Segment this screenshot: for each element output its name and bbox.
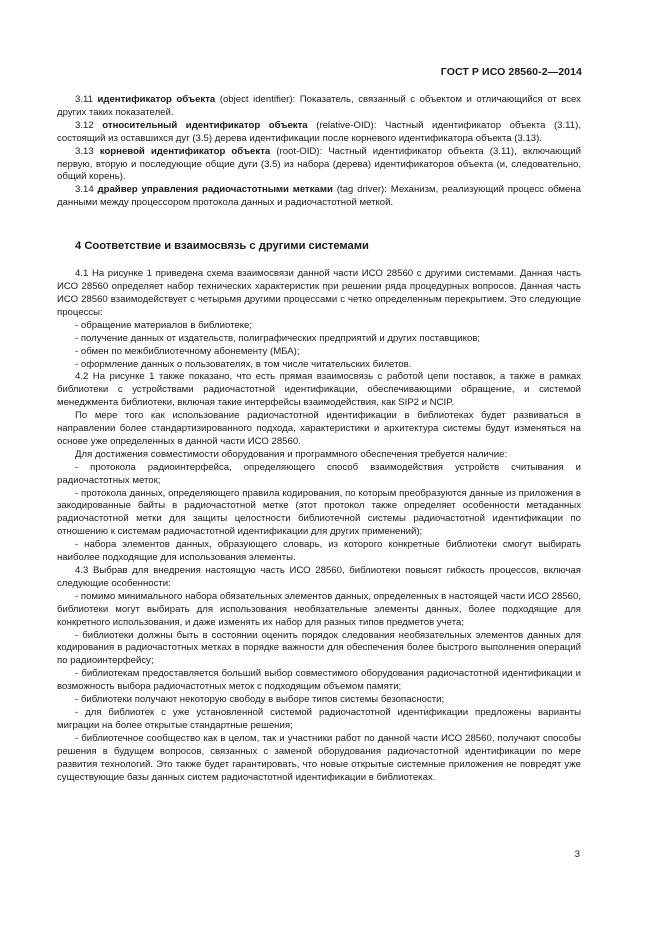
- list-item: - оформление данных о пользователях, в том числе читательских билетов.: [75, 358, 412, 370]
- definition-item: [57, 94, 581, 120]
- definition-item: [57, 120, 581, 146]
- list-item: - получение данных от издательств, полиграфических предприятий и других поставщиков;: [75, 332, 481, 344]
- definition-term: корневой идентификатор объекта: [99, 145, 271, 157]
- definition-number: 3.11: [75, 94, 93, 105]
- definition-number: 3.14: [75, 184, 94, 196]
- list-item: - библиотекам предоставляется больший выбор совместимого оборудования радиочастотной идентификации и возможность выбора радиочастотных меток с подходящим объемом памяти;: [57, 668, 581, 693]
- definition-text: (object identifier): Показатель, связанный с объектом и отличающийся от всех других таких показателей.: [57, 94, 581, 118]
- paragraph: Для достижения совместимости оборудования и программного обеспечения требуется наличие:: [75, 448, 508, 460]
- list-item: - набора элементов данных, образующего словарь, из которого конкретные библиотеки смогут выбирать наиболее подходящие для использования элементы.: [57, 539, 581, 564]
- definition-item: [57, 184, 581, 210]
- list-item: - обмен по межбиблиотечному абонементу (МБА);: [75, 345, 300, 357]
- section-body: [57, 268, 581, 784]
- definition-text: (tag driver): Механизм, реализующий процесс обмена данными между процессором протокола данных и радиочастотной меткой.: [57, 184, 581, 209]
- definition-term: относительный идентификатор объекта: [102, 119, 308, 131]
- paragraph: По мере того как использование радиочастотной идентификации в библиотеках будет развиваться в направлении более стандартизированного подхода, характеристики и архитектура системы будут изменяться на основе уже определенных в данной части ИСО 28560.: [57, 410, 581, 447]
- section-title: 4 Соответствие и взаимосвязь с другими системами: [75, 240, 369, 253]
- definition-number: 3.12: [75, 119, 94, 131]
- document-code-header: ГОСТ Р ИСО 28560-2—2014: [440, 66, 582, 78]
- definition-number: 3.13: [75, 145, 94, 157]
- page-content: [57, 94, 581, 784]
- list-item: - библиотечное сообщество как в целом, так и участники работ по данной части ИСО 28560, получают способы решения в будущем вопросов, связанных с заменой оборудования радиочастотной идентификации по мере развития технологий. Это также будет гарантировать, что новые открытые системные приложения не повредят уже существующие базы данных систем радиочастотной идентификации в библиотеках.: [57, 732, 581, 783]
- page-number: 3: [574, 849, 580, 860]
- paragraph: 4.1 На рисунке 1 приведена схема взаимосвязи данной части ИСО 28560 с другими системами. Данная часть ИСО 28560 определяет набор технических характеристик при решении ряда процедурных вопросов. Данная часть ИСО 28560 взаимодействует с четырьмя другими процессами с четко определенным перекрытием. Это следующие процессы:: [57, 268, 581, 318]
- list-item: - помимо минимального набора обязательных элементов данных, определенных в настоящей части ИСО 28560, библиотеки могут выбирать для использования необязательные элементы данных, более подходящие для конкретного использования, и даже изменять их набор для разных типов предметов учета;: [57, 590, 581, 628]
- list-item: - для библиотек с уже установленной системой радиочастотной идентификации предложены варианты миграции на более открытые стандартные решения;: [57, 706, 581, 731]
- list-item: - библиотеки получают некоторую свободу в выборе типов системы безопасности;: [75, 694, 445, 706]
- definition-term: драйвер управления радиочастотными метками: [97, 184, 333, 196]
- list-item: - обращение материалов в библиотеке;: [75, 319, 253, 331]
- list-item: - библиотеки должны быть в состоянии оценить порядок следования необязательных элементов данных для кодирования в радиочастотных метках в порядке важности для обеспечения более быстрого выполнения операций по радиоинтерфейсу;: [57, 629, 581, 667]
- list-item: - протокола данных, определяющего правила кодирования, по которым преобразуются данные из приложения в закодированные байты в радиочастотной метке (этот протокол также определяет особенности метаданных радиочастотной метки для защиты целостности библиотечной системы радиочастотной идентификации по отношению к системам радиочастотной идентификации для других применений);: [57, 487, 581, 538]
- definitions-block: [57, 94, 581, 210]
- paragraph: 4.2 На рисунке 1 также показано, что есть прямая взаимосвязь с работой цепи поставок, а также в рамках библиотеки с устройствами радиочастотной идентификации, обеспечивающими обращение, и системой менеджмента библиотеки, включая такие интерфейсы взаимодействия, как SIP2 и NCIP.: [57, 371, 581, 409]
- paragraph: 4.3 Выбрав для внедрения настоящую часть ИСО 28560, библиотеки повысят гибкость процессов, включая следующие особенности:: [57, 565, 581, 589]
- definition-text: (relative-OID): Частный идентификатор объекта (3.11), состоящий из оставшихся дуг (3.5) дерева идентификации после корневого идентификатора объекта (3.13).: [57, 119, 581, 144]
- list-item: - протокола радиоинтерфейса, определяющего способ взаимодействия устройств считывания и радиочастотных меток;: [57, 461, 581, 486]
- definition-text: (root-OID): Частный идентификатор объекта (3.11), включающий первую, вторую и последующие общие дуги (3.5) из набора (дерева) идентификаторов объекта (и, следовательно, общий корень).: [57, 145, 581, 183]
- definition-item: [57, 146, 581, 185]
- definition-term: идентификатор объекта: [97, 94, 216, 105]
